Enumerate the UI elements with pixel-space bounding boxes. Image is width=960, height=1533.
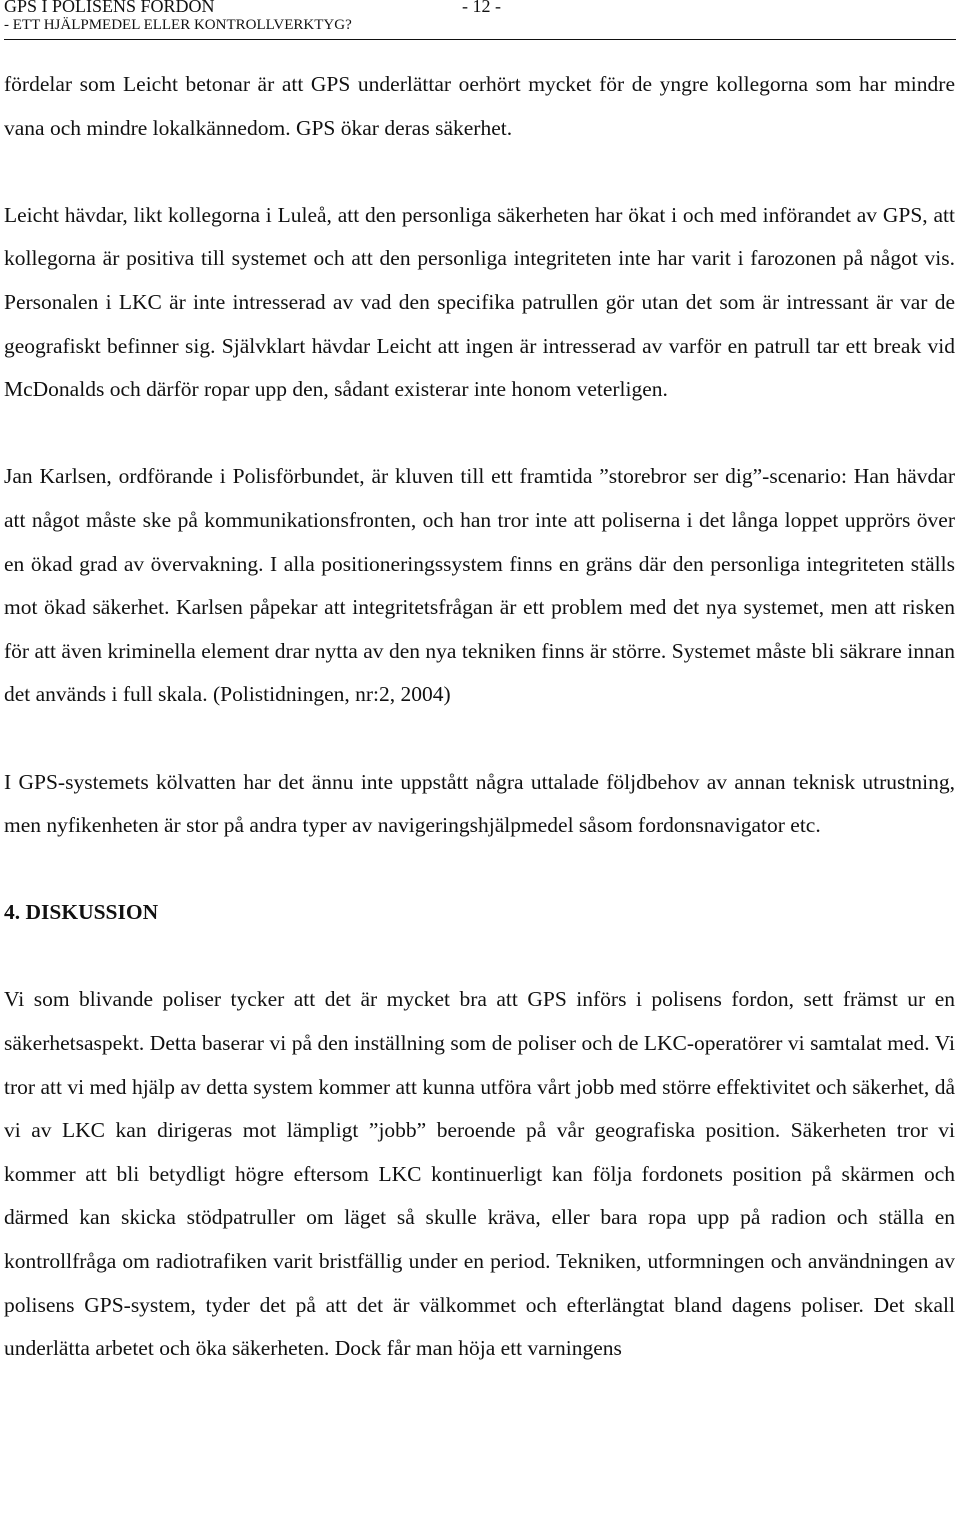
page-number: - 12 -: [462, 0, 501, 16]
paragraph-spacer: [4, 848, 955, 892]
body-paragraph: fördelar som Leicht betonar är att GPS underlättar oerhört mycket för de yngre kollegorna som har mindre vana och mindre lokalkännedom. GPS ökar deras säkerhet.: [4, 72, 955, 140]
document-body: [4, 63, 955, 1371]
body-paragraph: Jan Karlsen, ordförande i Polisförbundet, är kluven till ett framtida ”storebror ser dig”-scenario: Han hävdar att något måste ske på kommunikationsfronten, och han tror inte att poliserna i det långa loppet upprörs över en ökad grad av övervakning. I alla positioneringssystem finns en gräns där den personliga integriteten ställs mot ökad säkerhet. Karlsen påpekar att integritetsfrågan är ett problem med det nya systemet, men att risken för att även kriminella element drar nytta av den nya tekniken finns är större. Systemet måste bli säkrare innan det används i full skala. (Polistidningen, nr:2, 2004): [4, 464, 955, 707]
page-header: [4, 0, 944, 34]
paragraph-spacer: [4, 412, 955, 456]
body-paragraph: I GPS-systemets kölvatten har det ännu inte uppstått några uttalade följdbehov av annan teknisk utrustning, men nyfikenheten är stor på andra typer av navigeringshjälpmedel såsom fordonsnavigator etc.: [4, 769, 955, 838]
body-paragraph: Vi som blivande poliser tycker att det är mycket bra att GPS införs i polisens fordon, sett främst ur en säkerhetsaspekt. Detta baserar vi på den inställning som de poliser och de LKC-operatörer vi samtalat med. Vi tror att vi med hjälp av detta system kommer att kunna utföra vårt jobb med större effektivitet och säkerhet, då vi av LKC kan dirigeras mot lämpligt ”jobb” beroende på vår geografiska position. Säkerheten tror vi kommer att bli betydligt högre eftersom LKC kontinuerligt kan följa fordonets position på skärmen och därmed kan skicka stödpatruller om läget så skulle kräva, eller bara ropa upp på radion och ställa en kontrollfråga om radiotrafiken varit bristfällig under en period. Tekniken, utformningen och användningen av polisens GPS-system, tyder det på att det är välkommet och efterlängtat bland dagens poliser. Det skall underlätta arbetet och öka säkerheten. Dock får man höja ett varningens: [4, 987, 955, 1361]
header-divider: [4, 39, 956, 40]
paragraph-spacer: [4, 150, 955, 194]
header-subtitle: - ETT HJÄLPMEDEL ELLER KONTROLLVERKTYG?: [4, 17, 352, 33]
section-heading: 4. DISKUSSION: [4, 900, 159, 925]
header-title: GPS I POLISENS FORDON: [4, 0, 215, 16]
paragraph-spacer: [4, 935, 955, 979]
paragraph-spacer: [4, 717, 955, 761]
body-paragraph: Leicht hävdar, likt kollegorna i Luleå, att den personliga säkerheten har ökat i och med införandet av GPS, att kollegorna är positiva till systemet och att den personliga integriteten inte har varit i farozonen på något vis. Personalen i LKC är inte intresserad av vad den specifika patrullen gör utan det som är intressant är var de geografiskt befinner sig. Självklart hävdar Leicht att ingen är intresserad av varför en patrull tar ett break vid McDonalds och därför ropar upp den, sådant existerar inte honom veterligen.: [4, 202, 955, 402]
header-title-row: [4, 0, 944, 17]
